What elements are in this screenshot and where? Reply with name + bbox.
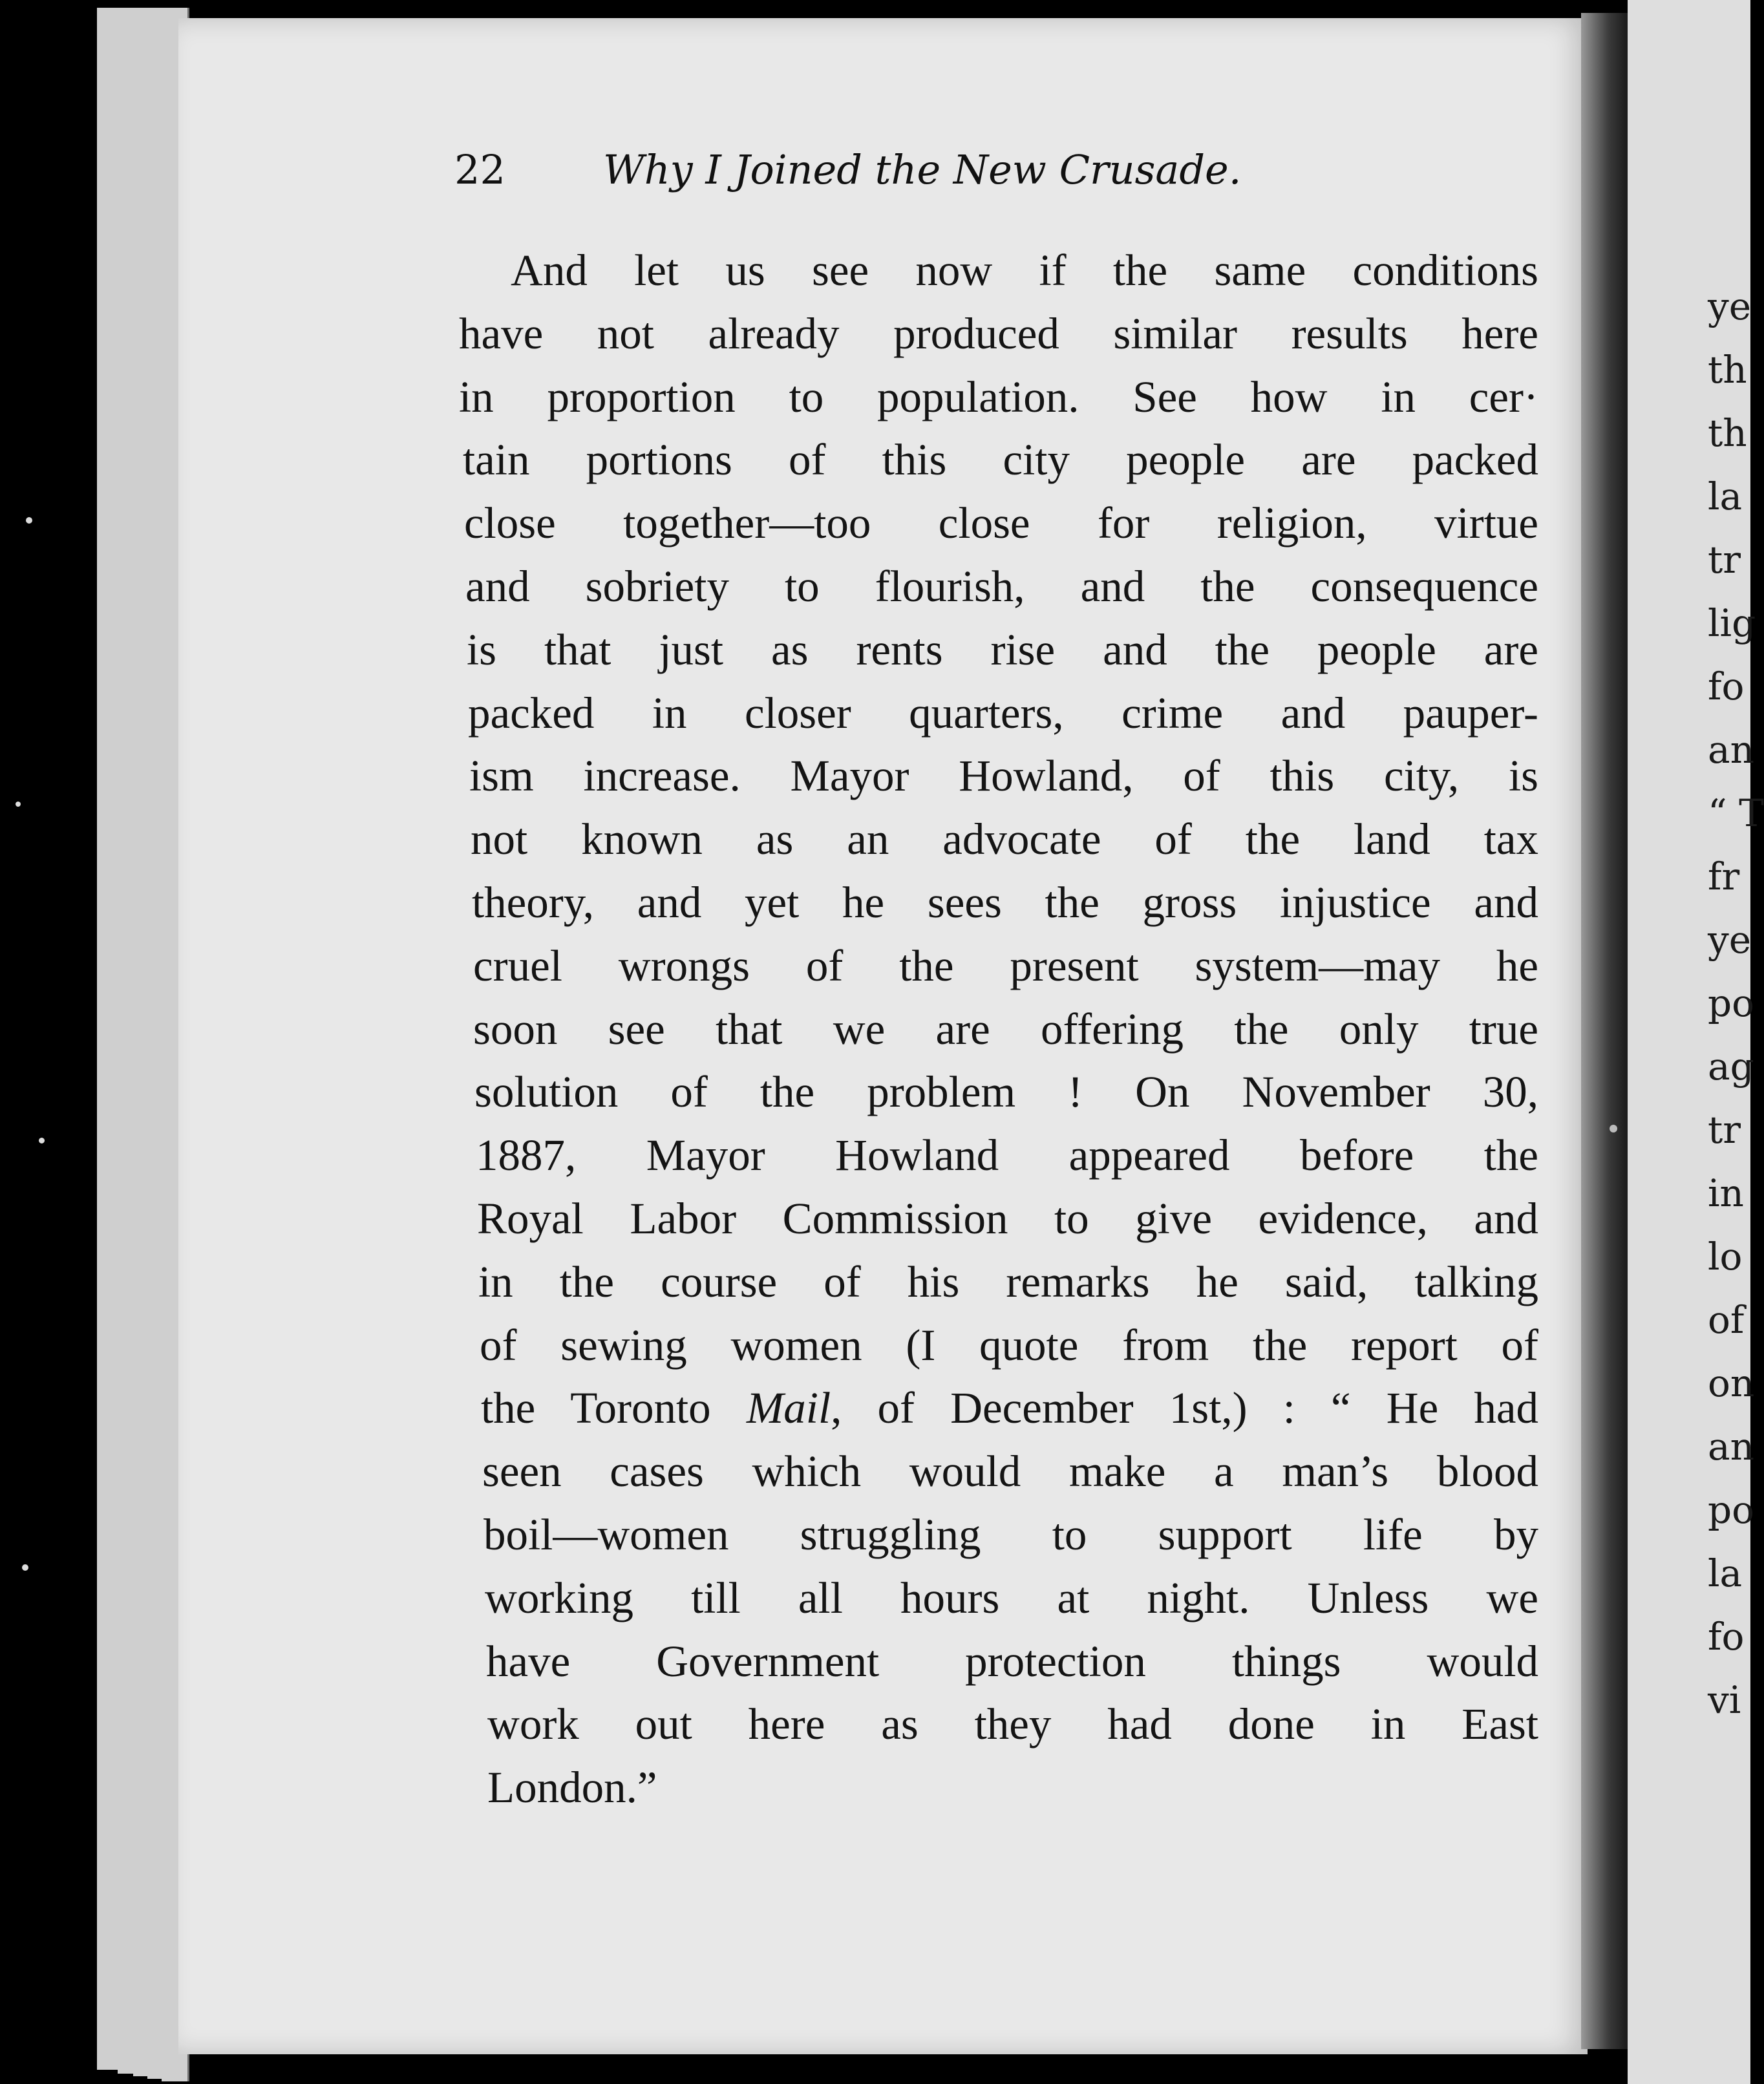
running-title: Why I Joined the New Crusade. — [603, 146, 1242, 193]
body-line: boil—women struggling to support life by — [484, 1509, 1538, 1559]
facing-page-fragment: lig — [1708, 601, 1756, 645]
facing-page-fragment: ag — [1708, 1045, 1754, 1089]
facing-page-fragment: ye — [1708, 918, 1752, 962]
body-line: theory, and yet he sees the gross injustice and — [472, 877, 1538, 927]
body-line: London.” — [487, 1763, 657, 1813]
facing-page-fragment: an — [1708, 728, 1754, 772]
facing-page-fragment: “ T — [1708, 791, 1764, 835]
body-line: packed in closer quarters, crime and pauper- — [468, 688, 1538, 738]
facing-page-fragment: la — [1708, 474, 1743, 518]
body-line: tain portions of this city people are packed — [463, 435, 1538, 485]
facing-page-fragment: fr — [1708, 855, 1740, 898]
book-gutter — [1581, 13, 1628, 2049]
body-line: Royal Labor Commission to give evidence, and — [477, 1193, 1538, 1243]
scan-speck — [1610, 1125, 1617, 1132]
facing-page-fragment: tr — [1708, 1108, 1741, 1152]
body-line: have not already produced similar results here — [459, 308, 1538, 358]
page-number: 22 — [454, 146, 505, 193]
facing-page-fragment: fo — [1708, 1615, 1745, 1659]
body-line: and sobriety to flourish, and the consequence — [465, 561, 1538, 611]
scan-speck — [26, 517, 32, 524]
facing-page-fragment: th — [1708, 348, 1747, 392]
body-line: seen cases which would make a man’s blood — [482, 1447, 1538, 1496]
body-line: solution of the problem ! On November 30, — [474, 1067, 1538, 1117]
facing-page-fragment: po — [1708, 981, 1755, 1025]
body-line: close together—too close for religion, virtue — [464, 498, 1538, 548]
body-line: working till all hours at night. Unless we — [485, 1573, 1538, 1622]
running-head — [454, 146, 1241, 193]
body-line: cruel wrongs of the present system—may he — [473, 941, 1538, 990]
facing-page-fragment: tr — [1708, 538, 1741, 582]
body-line: in the course of his remarks he said, talking — [478, 1257, 1538, 1306]
scan-speck — [39, 1138, 45, 1143]
facing-page-fragment: an — [1708, 1425, 1754, 1469]
body-text-run: the Toronto — [481, 1383, 747, 1433]
body-line: of sewing women (I quote from the report of — [480, 1320, 1538, 1370]
facing-page-fragment: on — [1708, 1361, 1755, 1405]
body-line: ism increase. Mayor Howland, of this city, is — [469, 751, 1538, 801]
facing-page-fragment: of — [1708, 1298, 1745, 1342]
facing-page — [1628, 0, 1764, 2084]
body-text — [459, 239, 1538, 1820]
body-line: work out here as they had done in East — [487, 1699, 1538, 1749]
facing-page-fragment: lo — [1708, 1235, 1743, 1279]
scan-speck — [16, 802, 21, 807]
body-line: 1887, Mayor Howland appeared before the — [476, 1131, 1538, 1180]
newspaper-title: Mail — [746, 1383, 831, 1433]
facing-page-fragment: ye — [1708, 284, 1752, 328]
body-line: is that just as rents rise and the people are — [467, 624, 1538, 674]
facing-page-fragment: fo — [1708, 665, 1745, 708]
facing-page-fragment: po — [1708, 1488, 1755, 1532]
body-line: soon see that we are offering the only true — [473, 1004, 1538, 1054]
body-line: not known as an advocate of the land tax — [471, 814, 1538, 864]
scan-speck — [22, 1564, 28, 1571]
body-line: have Government protection things would — [486, 1636, 1538, 1686]
facing-page-fragment: in — [1708, 1171, 1744, 1215]
facing-page-fragment: la — [1708, 1551, 1743, 1595]
body-line: And let us see now if the same conditions — [511, 246, 1538, 295]
body-line — [481, 1377, 1538, 1440]
body-line: in proportion to population. See how in cer· — [459, 372, 1538, 421]
facing-page-fragment: th — [1708, 411, 1747, 455]
facing-page-fragment: vi — [1708, 1678, 1741, 1722]
body-text-run: , of December 1st,) : “ He had — [831, 1383, 1538, 1433]
